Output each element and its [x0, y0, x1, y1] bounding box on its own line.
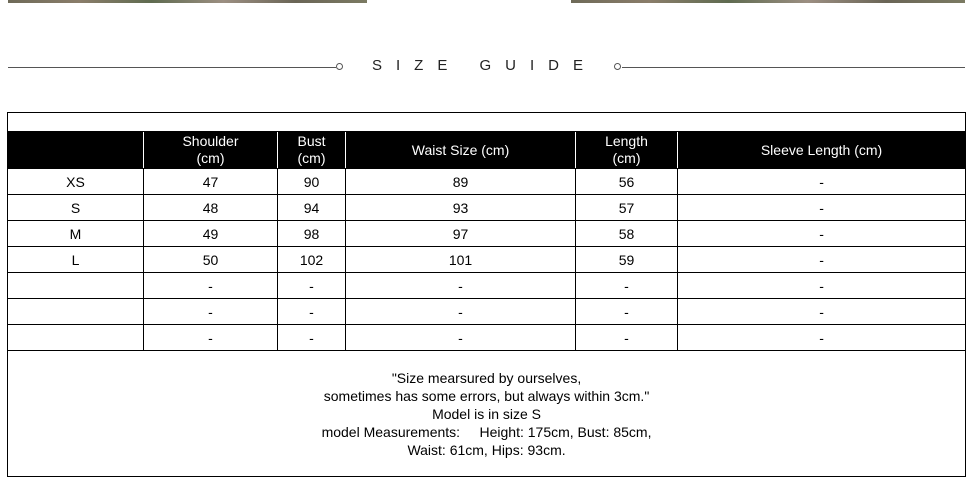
- size-label-cell: XS: [8, 169, 144, 195]
- measurement-cell: 93: [346, 195, 576, 221]
- table-row: [8, 169, 966, 195]
- note-line: Model is in size S: [432, 405, 541, 422]
- measurement-cell: -: [346, 299, 576, 325]
- column-header-text: (cm): [612, 150, 641, 166]
- measurement-cell: 98: [278, 221, 346, 247]
- measurement-cell: 47: [144, 169, 278, 195]
- table-row: [8, 247, 966, 273]
- table-row: [8, 221, 966, 247]
- title-divider-circle-right: [614, 63, 621, 70]
- column-header-text: Sleeve Length (cm): [760, 141, 883, 158]
- column-header-text: Waist Size (cm): [411, 141, 510, 158]
- table-top-spacer-cell: [8, 113, 966, 132]
- measurement-cell: -: [278, 273, 346, 299]
- column-header-text: Length: [605, 133, 648, 149]
- measurement-cell: 90: [278, 169, 346, 195]
- size-label-cell: [8, 299, 144, 325]
- column-header-0: [8, 132, 144, 169]
- column-header-text: Bust: [297, 133, 326, 149]
- measurement-cell: -: [278, 299, 346, 325]
- measurement-cell: 58: [576, 221, 678, 247]
- size-table-wrapper: [7, 112, 965, 477]
- measurement-cell: -: [278, 325, 346, 351]
- table-row: [8, 273, 966, 299]
- size-label-cell: L: [8, 247, 144, 273]
- table-header-row: [8, 132, 966, 169]
- measurement-cell: 94: [278, 195, 346, 221]
- measurement-note-row: [8, 351, 966, 477]
- table-top-spacer-row: [8, 113, 966, 132]
- measurement-cell: 59: [576, 247, 678, 273]
- table-row: [8, 325, 966, 351]
- column-header-text: (cm): [196, 150, 225, 166]
- measurement-cell: -: [678, 325, 966, 351]
- size-label-cell: [8, 325, 144, 351]
- measurement-note: [8, 351, 966, 477]
- measurement-cell: 89: [346, 169, 576, 195]
- note-line: Waist: 61cm, Hips: 93cm.: [407, 441, 566, 458]
- measurement-cell: 56: [576, 169, 678, 195]
- table-row: [8, 195, 966, 221]
- measurement-cell: -: [144, 325, 278, 351]
- column-header-3: [346, 132, 576, 169]
- note-line: "Size mearsured by ourselves,: [391, 369, 582, 386]
- measurement-cell: -: [678, 195, 966, 221]
- measurement-cell: -: [144, 299, 278, 325]
- measurement-cell: -: [678, 299, 966, 325]
- measurement-cell: 97: [346, 221, 576, 247]
- size-guide-title: SIZE GUIDE: [371, 57, 597, 74]
- measurement-cell: 101: [346, 247, 576, 273]
- measurement-cell: -: [346, 325, 576, 351]
- column-header-2: [278, 132, 346, 169]
- note-line: sometimes has some errors, but always within 3cm.": [323, 387, 650, 404]
- product-photo-strip-right: [571, 0, 965, 3]
- size-label-cell: S: [8, 195, 144, 221]
- measurement-cell: -: [678, 221, 966, 247]
- measurement-cell: 102: [278, 247, 346, 273]
- note-line: model Measurements: Height: 175cm, Bust: 85cm,: [321, 423, 652, 440]
- title-divider-circle-left: [336, 63, 343, 70]
- measurement-cell: -: [576, 299, 678, 325]
- column-header-5: [678, 132, 966, 169]
- column-header-text: (cm): [297, 150, 326, 166]
- measurement-cell: -: [576, 273, 678, 299]
- column-header-1: [144, 132, 278, 169]
- product-photo-strip-left: [8, 0, 367, 3]
- title-divider-right: [622, 67, 965, 68]
- size-label-cell: M: [8, 221, 144, 247]
- measurement-cell: 49: [144, 221, 278, 247]
- column-header-text: Shoulder: [182, 133, 239, 149]
- measurement-cell: -: [346, 273, 576, 299]
- column-header-4: [576, 132, 678, 169]
- size-label-cell: [8, 273, 144, 299]
- table-row: [8, 299, 966, 325]
- measurement-cell: 57: [576, 195, 678, 221]
- measurement-cell: -: [678, 169, 966, 195]
- size-table: [7, 112, 966, 477]
- measurement-cell: -: [678, 247, 966, 273]
- measurement-cell: -: [678, 273, 966, 299]
- measurement-cell: -: [144, 273, 278, 299]
- measurement-cell: 50: [144, 247, 278, 273]
- title-divider-left: [8, 67, 336, 68]
- measurement-cell: 48: [144, 195, 278, 221]
- measurement-cell: -: [576, 325, 678, 351]
